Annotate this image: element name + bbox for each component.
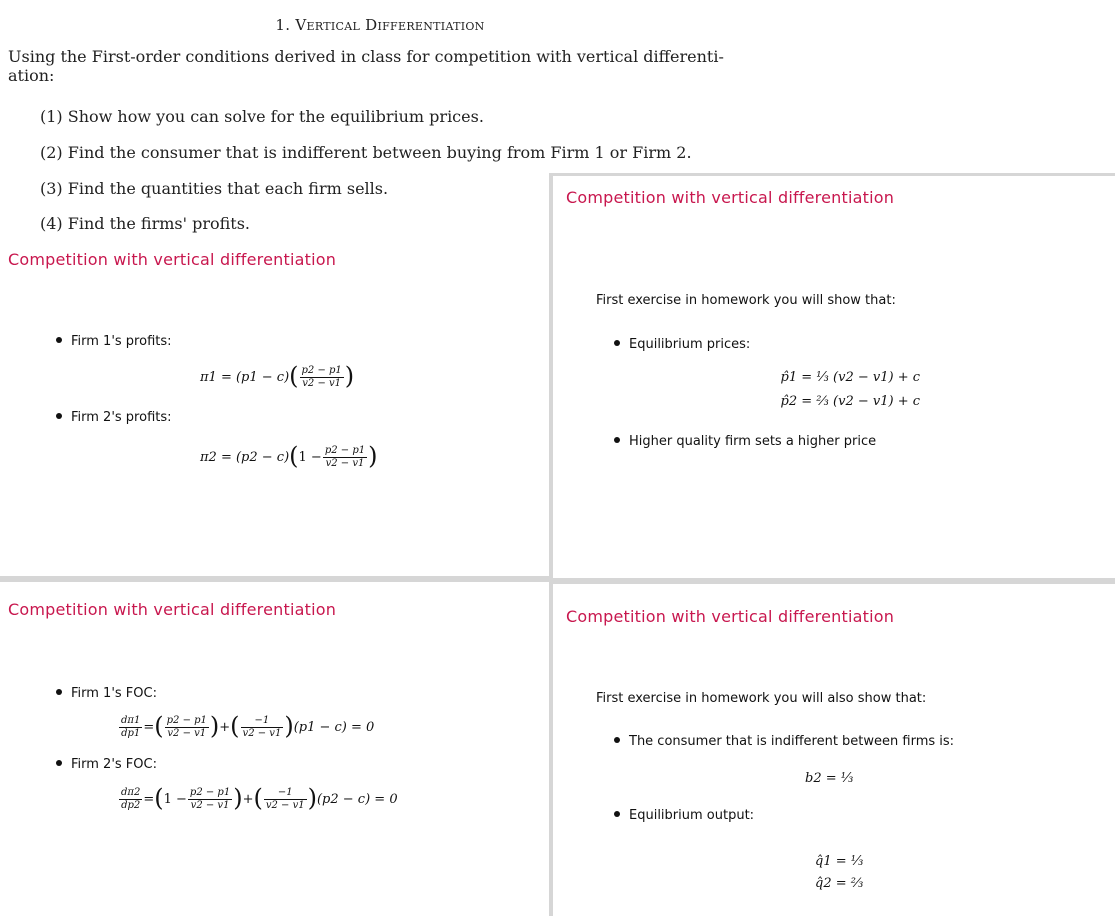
slide4-title: Competition with vertical differentiation xyxy=(566,607,895,626)
task-item-1: (1) Show how you can solve for the equilibrium prices. xyxy=(40,107,484,126)
bullet-dot xyxy=(614,340,620,346)
intro-paragraph xyxy=(8,47,788,85)
slide4-bullet-2-label: Equilibrium output: xyxy=(629,808,755,823)
panel-border-vertical xyxy=(549,173,553,916)
task-item-4: (4) Find the firms' profits. xyxy=(40,214,250,233)
slide3-bullet-2-label: Firm 2's FOC: xyxy=(71,757,157,772)
slide4-eq-indifferent: b2 = ⅓ xyxy=(805,771,854,786)
slide1-bullet-2-label: Firm 2's profits: xyxy=(71,410,172,425)
slide4-eq-output-2: q̂2 = ⅔ xyxy=(815,876,864,891)
slide2-bullet-1 xyxy=(614,337,750,352)
slide1-bullet-1-label: Firm 1's profits: xyxy=(71,334,172,349)
bullet-dot xyxy=(614,737,620,743)
slide2-lead: First exercise in homework you will show that: xyxy=(596,293,896,308)
bullet-dot xyxy=(614,811,620,817)
slide2-eq-price-2: p̂2 = ⅔ (v2 − v1) + c xyxy=(780,394,920,409)
intro-line-1: Using the First-order conditions derived in class for competition with vertical differenti- xyxy=(8,47,724,66)
task-item-2: (2) Find the consumer that is indifferent between buying from Firm 1 or Firm 2. xyxy=(40,143,692,162)
bullet-dot xyxy=(614,437,620,443)
slide3-bullet-2 xyxy=(56,757,157,772)
slide2-bullet-1-label: Equilibrium prices: xyxy=(629,337,751,352)
slide2-eq-price-1: p̂1 = ⅓ (v2 − v1) + c xyxy=(780,370,920,385)
slide3-eq-foc-1: $\frac{d\pi 1}{dp1}$ = ( $\frac{p2 - p1}{v2 - v1}$ ) + ( $\frac{-1}{v2 - v1}$ ) (p1 − c) = 0 xyxy=(121,712,375,740)
slide4-eq-output-1: q̂1 = ⅓ xyxy=(815,854,864,869)
slide2-bullet-2 xyxy=(614,434,876,449)
bullet-dot xyxy=(56,337,62,343)
slide2-bullet-2-label: Higher quality firm sets a higher price xyxy=(629,434,877,449)
slide1-eq-profit-1: π1 = (p1 − c) ( $\frac{p2 - p1}{v2 - v1}$ ) xyxy=(200,362,355,390)
section-number: 1. xyxy=(275,16,291,34)
slide4-lead: First exercise in homework you will also show that: xyxy=(596,691,927,706)
section-title: Vertical Differentiation xyxy=(295,16,485,34)
bullet-dot xyxy=(56,689,62,695)
eq-pi1-lhs: π1 = (p1 − c) xyxy=(200,369,290,385)
slide3-bullet-1-label: Firm 1's FOC: xyxy=(71,686,157,701)
slide1-eq-profit-2: π2 = (p2 − c) ( 1 − $\frac{p2 - p1}{v2 - v1}$ ) xyxy=(200,442,378,470)
panel-divider-right xyxy=(553,578,1115,584)
slide4-bullet-1-label: The consumer that is indifferent between firms is: xyxy=(629,734,955,749)
slide4-bullet-2 xyxy=(614,808,754,823)
slide1-title: Competition with vertical differentiation xyxy=(8,250,337,269)
eq-pi2-lhs: π2 = (p2 − c) xyxy=(200,449,290,465)
slide3-eq-foc-2: $\frac{d\pi 2}{dp2}$ = ( 1 − $\frac{p2 - p1}{v2 - v1}$ ) + ( $\frac{-1}{v2 - v1}$ ) (p2 − c) = 0 xyxy=(121,784,398,812)
panel-divider-left xyxy=(0,576,549,582)
section-heading xyxy=(0,16,760,34)
slide2-title: Competition with vertical differentiation xyxy=(566,188,895,207)
intro-line-2: ation: xyxy=(8,66,55,85)
bullet-dot xyxy=(56,760,62,766)
task-item-3: (3) Find the quantities that each firm sells. xyxy=(40,179,389,198)
bullet-dot xyxy=(56,413,62,419)
slide3-bullet-1 xyxy=(56,686,157,701)
panel-border-top xyxy=(549,173,1115,176)
slide4-bullet-1 xyxy=(614,734,954,749)
slide1-bullet-1 xyxy=(56,334,172,349)
slide3-title: Competition with vertical differentiation xyxy=(8,600,337,619)
slide1-bullet-2 xyxy=(56,410,172,425)
